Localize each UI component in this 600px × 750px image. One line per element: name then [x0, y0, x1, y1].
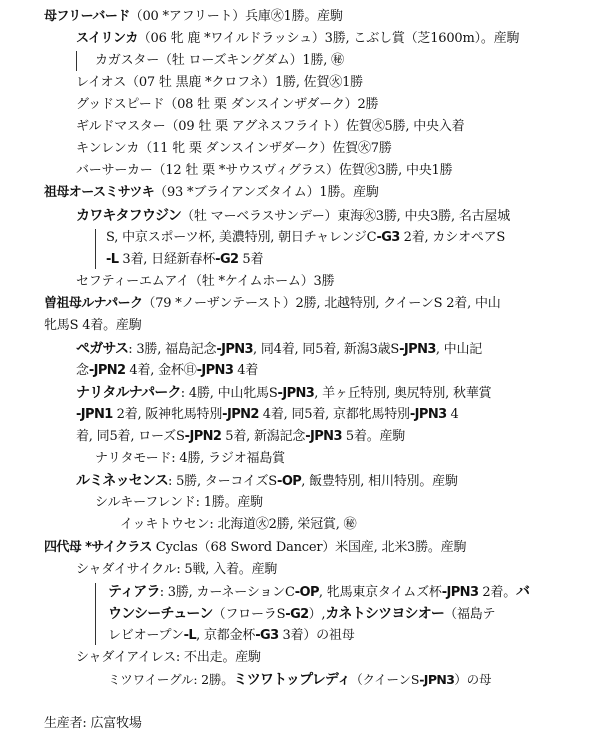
- lumi-line-1: [76, 470, 458, 492]
- tiara-b: , 牝馬東京タイムズ杯: [318, 585, 442, 600]
- pegasus-g1: -JPN3: [216, 342, 253, 357]
- dam-foal-4-info: ギルドマスター（09 牡 栗 アグネスフライト）佐賀㊋5勝, 中央入着: [76, 119, 465, 134]
- granddam-label: 祖母オースミサツキ: [44, 185, 155, 200]
- tiara-line-2: [108, 603, 495, 625]
- tiara-line2-a: （フローラS: [212, 607, 286, 622]
- dam-foal-1-info: カガスター（牡 ローズキングダム）1勝, ㊙: [95, 53, 344, 68]
- tiara-d: バ: [516, 584, 530, 600]
- shadai-cycle-info: シャダイサイクル: 5戦, 入着。産駒: [76, 562, 278, 577]
- pegasus-a: : 3勝, 福島記念: [128, 342, 217, 357]
- seftie-info: セフティーエムアイ（牡 *ケイムホーム）3勝: [76, 274, 335, 289]
- dam-foal-6: [76, 160, 452, 182]
- narital-b: , 羊ヶ丘特別, 奥尻特別, 秋華賞: [314, 386, 492, 401]
- great-granddam-label: 曽祖母ルナパーク: [44, 296, 143, 311]
- mitsu-g: -JPN3: [419, 672, 455, 687]
- kawakita-info-1: （牡 マーベラスサンデー）東海㊋3勝, 中央3勝, 名古屋城: [181, 209, 511, 224]
- great-granddam-line-2: [44, 315, 142, 337]
- dam-info: （00 *アフリート）兵庫㊋1勝。産駒: [129, 9, 343, 24]
- mitsu-c: ）の母: [454, 672, 492, 687]
- lumi-name: ルミネッセンス: [76, 473, 168, 489]
- lumi-b: , 飯豊特別, 相川特別。産駒: [301, 474, 458, 489]
- mitsu-b: （クイーンS: [350, 672, 420, 687]
- tiara-line2-g: -G2: [285, 607, 309, 622]
- pegasus-name: ペガサス: [76, 341, 129, 357]
- dam-line: [44, 6, 343, 28]
- tiara-line-1: [108, 581, 529, 603]
- kawakita-info-3b: 3着, 日経新春杯: [118, 252, 216, 267]
- ailes-line: [76, 647, 261, 669]
- pegasus-d: 念: [76, 363, 89, 378]
- narital-line-3: [76, 426, 405, 448]
- breeder-info: 生産者: 広富牧場: [44, 716, 142, 731]
- tiara-line3-a: レビオープン: [108, 628, 184, 643]
- lumi-g1: -OP: [277, 474, 302, 489]
- dam-foal-3: [76, 94, 378, 116]
- narital-g1: -JPN3: [277, 386, 315, 401]
- connector-line: [95, 583, 96, 645]
- narital-g: 5着, 新潟記念: [221, 429, 306, 444]
- kawakita-grade-2: -L: [106, 252, 119, 267]
- fourth-dam-line: [44, 537, 466, 559]
- great-granddam-line: [44, 293, 501, 315]
- tiara-line3-b: , 京都金杯: [196, 628, 256, 643]
- dam-foal-5-info: キンレンカ（11 牝 栗 ダンスインザダーク）佐賀㊋7勝: [76, 141, 392, 156]
- narital-g3: -JPN2: [222, 407, 259, 422]
- fourth-dam-info: Cyclas（68 Sword Dancer）米国産, 北米3勝。産駒: [151, 540, 467, 555]
- dam-foal-0-name: スイリンカ: [76, 31, 138, 46]
- narital-g2: -JPN1: [76, 407, 113, 422]
- narital-foal: [95, 448, 285, 470]
- tiara-line2-b: ）,: [308, 607, 326, 622]
- tiara-c: 2着。: [478, 585, 517, 600]
- dam-foal-0: [76, 28, 519, 50]
- kawakita-line-3: [106, 249, 263, 271]
- pegasus-g4: -JPN3: [196, 363, 234, 378]
- mitsu-name: ミツワトップレディ: [233, 672, 351, 688]
- kawakita-line-2: [106, 227, 505, 249]
- lumi-foal2-info: イッキトウセン: 北海道㊋2勝, 栄冠賞, ㊙: [120, 517, 357, 532]
- dam-foal-5: [76, 138, 392, 160]
- tiara-line3-g: -L: [183, 628, 197, 643]
- pegasus-g3: -JPN2: [88, 363, 126, 378]
- narital-c: 2着, 阪神牝馬特別: [112, 407, 223, 422]
- kawakita-info-2b: 2着, カシオペアS: [399, 230, 506, 245]
- dam-foal-1: [95, 50, 344, 72]
- dam-foal-2-info: レイオス（07 牡 黒鹿 *クロフネ）1勝, 佐賀㊋1勝: [76, 75, 363, 90]
- fourth-dam-label: 四代母 *サイクラス: [44, 540, 152, 555]
- tiara-g1: -OP: [294, 585, 319, 600]
- breeder-line: [44, 712, 142, 736]
- pegasus-line-1: [76, 338, 482, 360]
- kawakita-info-3c: 5着: [238, 252, 264, 267]
- dam-foal-6-info: バーサーカー（12 牡 栗 *サウスヴィグラス）佐賀㊋3勝, 中央1勝: [76, 163, 453, 178]
- dam-foal-4: [76, 116, 464, 138]
- narital-line-1: [76, 382, 491, 404]
- pegasus-c: , 中山記: [435, 342, 483, 357]
- seftie-line: [76, 271, 334, 293]
- lumi-a: : 5勝, ターコイズS: [167, 474, 278, 489]
- pegasus-g2: -JPN3: [399, 342, 436, 357]
- pegasus-b: , 同4着, 同5着, 新潟3歳S: [253, 342, 400, 357]
- narital-name: ナリタルナパーク: [76, 385, 181, 401]
- mitsu-line: [108, 669, 491, 691]
- great-granddam-info-2: 牝馬S 4着。産駒: [44, 318, 142, 333]
- narital-h: 5着。産駒: [341, 429, 406, 444]
- kawakita-line-1: [76, 205, 510, 227]
- narital-g6: -JPN3: [305, 429, 342, 444]
- lumi-foal1-info: シルキーフレンド: 1勝。産駒: [95, 495, 263, 510]
- ailes-info: シャダイアイレス: 不出走。産駒: [76, 650, 261, 665]
- narital-a: : 4勝, 中山牝馬S: [180, 386, 278, 401]
- narital-g4: -JPN3: [409, 407, 447, 422]
- dam-foal-0-info: （06 牝 鹿 *ワイルドラッシュ）3勝, こぶし賞（芝1600m）。産駒: [137, 31, 520, 46]
- granddam-info: （93 *ブライアンズタイム）1勝。産駒: [154, 185, 379, 200]
- tiara-line2-name2: カネトシツヨシオー: [325, 606, 445, 622]
- tiara-line2-name: ウンシーチューン: [108, 606, 213, 622]
- pegasus-line-2: [76, 360, 258, 382]
- granddam-line: [44, 182, 379, 204]
- narital-e: 4: [446, 407, 459, 422]
- tiara-line3-g2: -G3: [255, 628, 279, 643]
- kawakita-grade-3: -G2: [215, 252, 239, 267]
- tiara-line3-c: 3着）の祖母: [278, 628, 355, 643]
- connector-line: [95, 229, 96, 269]
- great-granddam-info: （79 *ノーザンテースト）2勝, 北越特別, クイーンS 2着, 中山: [142, 296, 501, 311]
- narital-g5: -JPN2: [184, 429, 222, 444]
- pegasus-e: 4着, 金杯㊐: [125, 363, 197, 378]
- shadai-cycle-line: [76, 559, 277, 581]
- tiara-name: ティアラ: [108, 584, 160, 600]
- mitsu-a: ミツワイーグル: 2勝。: [108, 672, 234, 687]
- narital-foal-info: ナリタモード: 4勝, ラジオ福島賞: [95, 451, 285, 466]
- narital-line-2: [76, 404, 459, 426]
- narital-f: 着, 同5着, ローズS: [76, 429, 185, 444]
- lumi-foal-2: [120, 514, 356, 536]
- dam-label: 母フリーバード: [44, 9, 130, 24]
- tiara-line-3: [108, 625, 355, 647]
- kawakita-info-2a: S, 中京スポーツ杯, 美濃特別, 朝日チャレンジC: [106, 230, 377, 245]
- tiara-g2: -JPN3: [441, 585, 479, 600]
- tiara-line2-c: （福島テ: [444, 607, 496, 622]
- dam-foal-3-info: グッドスピード（08 牡 栗 ダンスインザダーク）2勝: [76, 97, 379, 112]
- pegasus-f: 4着: [233, 363, 259, 378]
- lumi-foal-1: [95, 492, 263, 514]
- connector-line: [76, 51, 77, 71]
- kawakita-grade-1: -G3: [376, 230, 400, 245]
- narital-d: 4着, 同5着, 京都牝馬特別: [258, 407, 410, 422]
- kawakita-name: カワキタフウジン: [76, 208, 182, 224]
- tiara-a: : 3勝, カーネーションC: [159, 585, 295, 600]
- dam-foal-2: [76, 72, 363, 94]
